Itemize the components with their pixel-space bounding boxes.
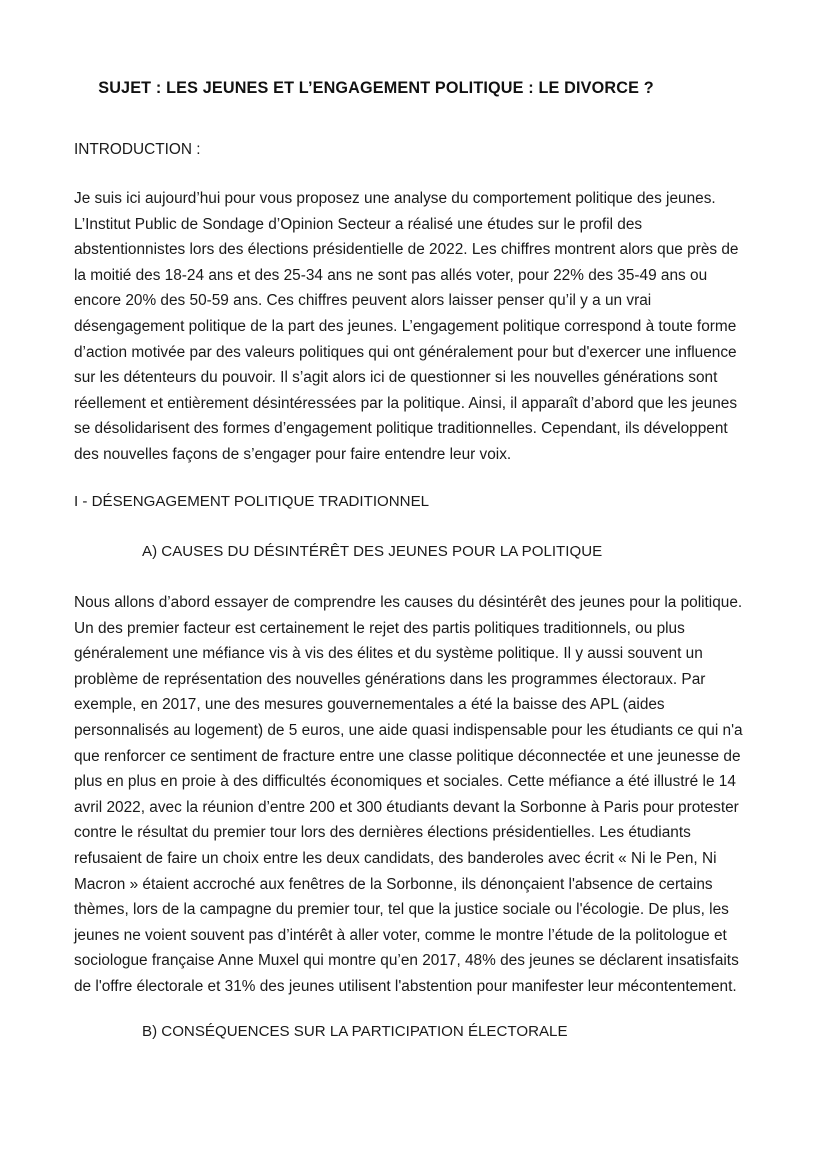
introduction-label: INTRODUCTION : [74, 141, 201, 158]
subsection-heading-b: B) CONSÉQUENCES SUR LA PARTICIPATION ÉLECTORALE [142, 1023, 568, 1040]
subsection-a-paragraph: Nous allons d’abord essayer de comprendre les causes du désintérêt des jeunes pour la politique. Un des premier facteur est certainement le rejet des partis politiques traditionnels, ou plus généralement une méfiance vis à vis des élites et du système politique. Il y aussi souvent un problème de représentation des nouvelles générations dans les programmes électoraux. Par exemple, en 2017, une des mesures gouvernementales a été la baisse des APL (aides personnalisés au logement) de 5 euros, une aide quasi indispensable pour les étudiants ce qui n'a que renforcer ce sentiment de fracture entre une classe politique déconnectée et une jeunesse de plus en plus en proie à des difficultés économiques et sociales. Cette méfiance a été illustré le 14 avril 2022, avec la réunion d’entre 200 et 300 étudiants devant la Sorbonne à Paris pour protester contre le résultat du premier tour lors des dernières élections présidentielles. Les étudiants refusaient de faire un choix entre les deux candidats, des banderoles avec écrit « Ni le Pen, Ni Macron » étaient accroché aux fenêtres de la Sorbonne, ils dénonçaient l'absence de certains thèmes, lors de la campagne du premier tour, tel que la justice sociale ou l'écologie. De plus, les jeunes ne voient souvent pas d’intérêt à aller voter, comme le montre l’étude de la politologue et sociologue française Anne Muxel qui montre qu’en 2017, 48% des jeunes se déclarent insatisfaits de l'offre électorale et 31% des jeunes utilisent l'abstention pour manifester leur mécontentement. [74, 594, 743, 995]
introduction-paragraph: Je suis ici aujourd’hui pour vous proposez une analyse du comportement politique des jeunes. L’Institut Public de Sondage d’Opinion Secteur a réalisé une études sur le profil des abstentionnistes lors des élections présidentielle de 2022. Les chiffres montrent alors que près de la moitié des 18-24 ans et des 25-34 ans ne sont pas allés voter, pour 22% des 35-49 ans ou encore 20% des 50-59 ans. Ces chiffres peuvent alors laisser penser qu’il y a un vrai désengagement politique de la part des jeunes. L’engagement politique correspond à toute forme d’action motivée par des valeurs politiques qui ont généralement pour but d'exercer une influence sur les détenteurs du pouvoir. Il s’agit alors ici de questionner si les nouvelles générations sont réellement et entièrement désintéressées par la politique. Ainsi, il apparaît d’abord que les jeunes se désolidarisent des formes d’engagement politique traditionnelles. Cependant, ils développent des nouvelles façons de s’engager pour faire entendre leur voix. [74, 190, 739, 463]
page-title: SUJET : LES JEUNES ET L’ENGAGEMENT POLITIQUE : LE DIVORCE ? [98, 79, 654, 97]
section-heading-1: I - DÉSENGAGEMENT POLITIQUE TRADITIONNEL [74, 493, 430, 510]
subsection-heading-a: A) CAUSES DU DÉSINTÉRÊT DES JEUNES POUR LA POLITIQUE [142, 543, 603, 560]
